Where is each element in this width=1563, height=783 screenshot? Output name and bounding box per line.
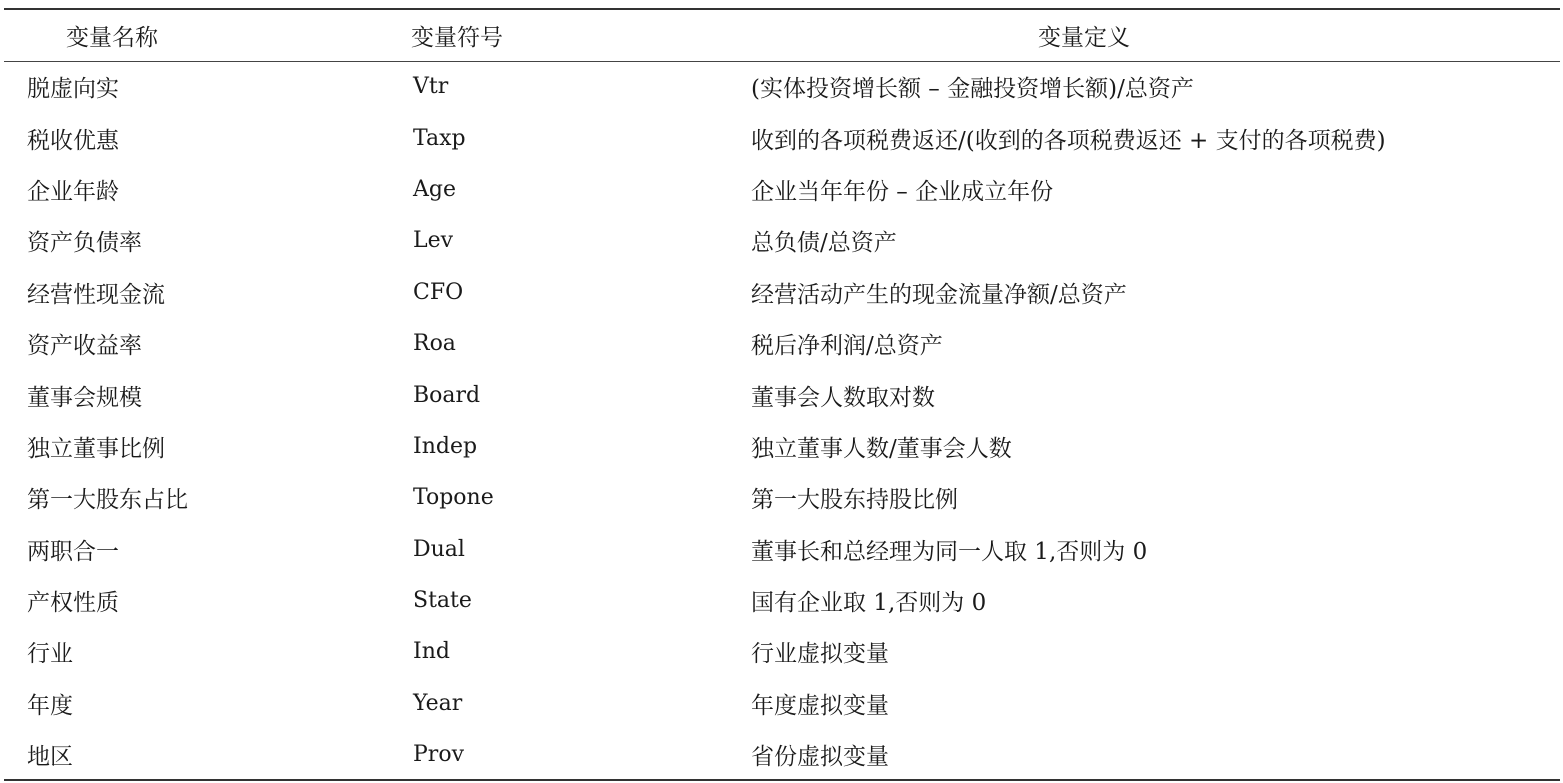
- table-row: [4, 369, 1560, 420]
- variable-symbol-cell: Vtr: [413, 74, 449, 100]
- table-header: [4, 9, 1560, 61]
- variable-symbol-cell: Taxp: [413, 125, 466, 151]
- variable-name-cell: 产权性质: [27, 590, 119, 617]
- header-variable-definition: 变量定义: [1038, 24, 1130, 51]
- variable-symbol-cell: Roa: [413, 331, 456, 357]
- header-row: [4, 9, 1560, 61]
- variable-definition-cell: 企业当年年份 – 企业成立年份: [751, 178, 1054, 205]
- variable-name-cell: 两职合一: [27, 538, 119, 565]
- variable-definition-cell: 税后净利润/总资产: [751, 333, 943, 360]
- variable-definition-cell: (实体投资增长额 – 金融投资增长额)/总资产: [751, 76, 1194, 103]
- variable-symbol-cell: Indep: [413, 433, 478, 459]
- variable-name-cell: 第一大股东占比: [27, 487, 188, 514]
- variable-definition-table: [4, 8, 1560, 781]
- variable-symbol-cell: Topone: [413, 485, 494, 511]
- table-row: [4, 729, 1560, 780]
- variable-definition-table-container: [4, 8, 1560, 781]
- header-variable-name: 变量名称: [66, 24, 158, 51]
- variable-symbol-cell: Year: [413, 690, 463, 716]
- variable-definition-cell: 收到的各项税费返还/(收到的各项税费返还 + 支付的各项税费): [751, 127, 1386, 154]
- variable-symbol-cell: CFO: [413, 279, 464, 305]
- variable-name-cell: 税收优惠: [27, 127, 119, 154]
- variable-definition-cell: 董事长和总经理为同一人取 1,否则为 0: [751, 538, 1148, 565]
- table-row: [4, 626, 1560, 677]
- table-row: [4, 112, 1560, 163]
- variable-definition-cell: 年度虚拟变量: [751, 692, 889, 719]
- table-row: [4, 61, 1560, 112]
- variable-definition-cell: 独立董事人数/董事会人数: [751, 435, 1012, 462]
- variable-name-cell: 行业: [27, 641, 73, 668]
- variable-name-cell: 年度: [27, 692, 73, 719]
- variable-name-cell: 独立董事比例: [27, 435, 165, 462]
- table-row: [4, 678, 1560, 729]
- table-row: [4, 318, 1560, 369]
- variable-name-cell: 资产收益率: [27, 333, 142, 360]
- variable-symbol-cell: State: [413, 588, 472, 614]
- variable-symbol-cell: Dual: [413, 536, 465, 562]
- variable-definition-cell: 经营活动产生的现金流量净额/总资产: [751, 281, 1127, 308]
- variable-name-cell: 董事会规模: [27, 384, 142, 411]
- variable-definition-cell: 第一大股东持股比例: [751, 487, 958, 514]
- variable-name-cell: 经营性现金流: [27, 281, 165, 308]
- table-row: [4, 472, 1560, 523]
- variable-definition-cell: 总负债/总资产: [751, 230, 897, 257]
- variable-definition-cell: 省份虚拟变量: [751, 743, 889, 770]
- variable-name-cell: 脱虚向实: [27, 76, 119, 103]
- table-row: [4, 215, 1560, 266]
- table-row: [4, 524, 1560, 575]
- table-row: [4, 267, 1560, 318]
- header-variable-symbol: 变量符号: [411, 24, 503, 51]
- variable-name-cell: 资产负债率: [27, 230, 142, 257]
- variable-symbol-cell: Lev: [413, 228, 454, 254]
- variable-symbol-cell: Ind: [413, 639, 450, 665]
- table-row: [4, 421, 1560, 472]
- variable-symbol-cell: Prov: [413, 741, 464, 767]
- variable-symbol-cell: Board: [413, 382, 481, 408]
- table-body: [4, 61, 1560, 780]
- table-row: [4, 575, 1560, 626]
- variable-symbol-cell: Age: [413, 176, 456, 202]
- variable-name-cell: 地区: [27, 743, 73, 770]
- variable-name-cell: 企业年龄: [27, 178, 119, 205]
- variable-definition-cell: 国有企业取 1,否则为 0: [751, 590, 987, 617]
- variable-definition-cell: 行业虚拟变量: [751, 641, 889, 668]
- table-row: [4, 164, 1560, 215]
- variable-definition-cell: 董事会人数取对数: [751, 384, 935, 411]
